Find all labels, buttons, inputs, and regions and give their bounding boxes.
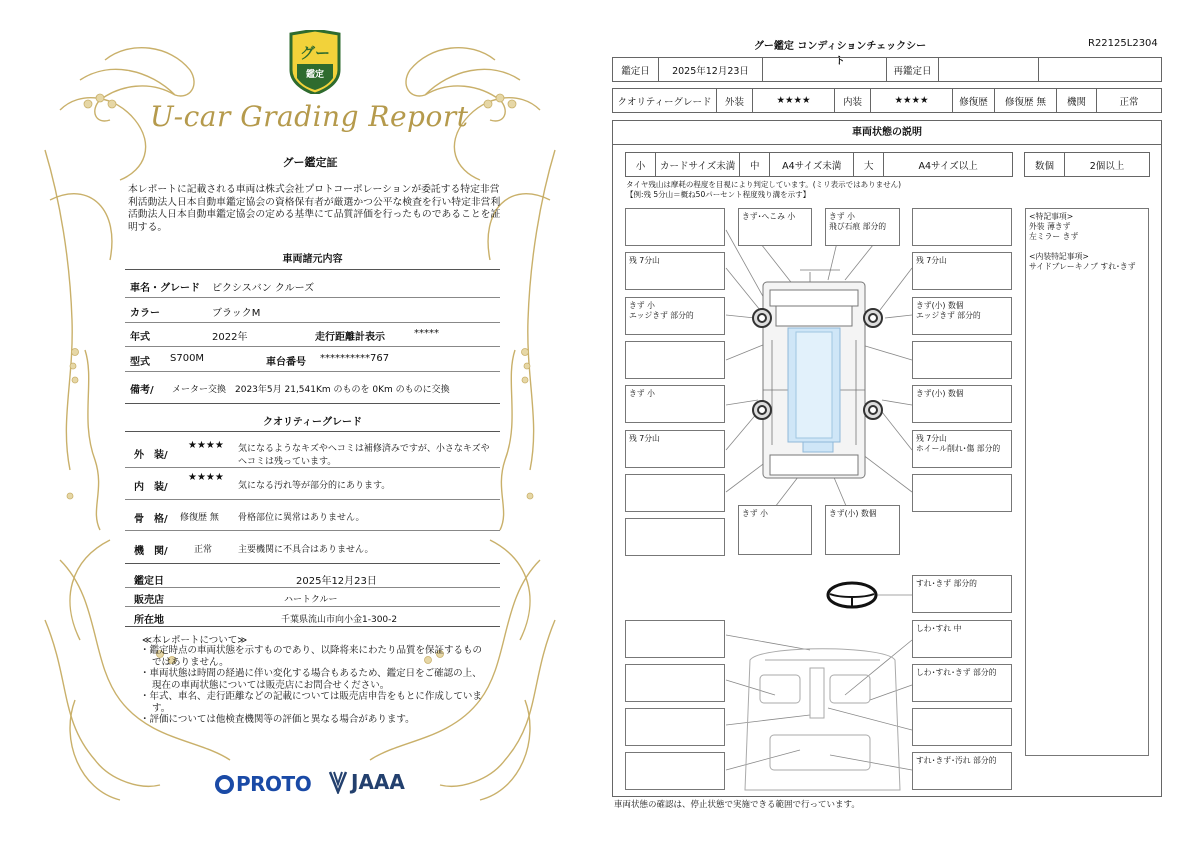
model-value: S700M bbox=[170, 353, 205, 364]
exterior-stars: ★★★★ bbox=[188, 440, 224, 451]
name-value: ピクシスバン クルーズ bbox=[212, 283, 315, 294]
size-mid: 中 bbox=[740, 153, 770, 177]
badge-sub: 鑑定 bbox=[305, 70, 325, 80]
bottom-note: 車両状態の確認は、停止状態で実施できる範囲で行っています。 bbox=[614, 800, 860, 810]
interior-label: 内 装/ bbox=[134, 482, 168, 493]
divider bbox=[125, 606, 500, 607]
redate-label: 再鑑定日 bbox=[887, 58, 939, 82]
name-label: 車名・グレード bbox=[130, 283, 200, 294]
date-value: 2025年12月23日 bbox=[659, 58, 763, 82]
steering-wheel-icon bbox=[828, 583, 876, 607]
certificate-description: 本レポートに記載される車両は株式会社プロトコーポレーションが委託する特定非営利活動法人日本自動車鑑定協会の資格保有者が厳選かつ公平な検査を行い特定非営利活動法人日本自動車鑑定協会の定める基準にて品質評価を行ったものであることを証明する。 bbox=[128, 184, 501, 233]
comment-box-seat-3 bbox=[912, 752, 1012, 790]
divider bbox=[125, 371, 500, 372]
condition-check-sheet bbox=[600, 0, 1200, 848]
comment-text: すれ･きず･汚れ 部分的 bbox=[916, 756, 997, 765]
comment-box-interior-empty bbox=[912, 708, 1012, 746]
list-item: ・ 車両状態は時間の経過に伴い変化する場合もあるため、鑑定日をご確認の上、現在の車両状態については販売店にお問合せください。 bbox=[140, 668, 488, 691]
chassis-label: 車台番号 bbox=[266, 357, 306, 368]
engine-comment: 主要機関に不具合はありません。 bbox=[238, 545, 374, 555]
engine-value: 正常 bbox=[194, 545, 213, 555]
remarks-label: 備考/ bbox=[130, 385, 154, 396]
proto-q-icon bbox=[215, 775, 234, 794]
color-value: ブラックM bbox=[212, 308, 261, 319]
sheet-code: R22125L2304 bbox=[1088, 38, 1158, 49]
comment-box-top-center-right bbox=[825, 208, 900, 246]
comment-box-left-tire-rear bbox=[625, 430, 725, 468]
comment-text: 残 7分山 bbox=[629, 256, 660, 265]
mileage-label: 走行距離計表示 bbox=[315, 332, 385, 343]
comment-box-right-rear bbox=[912, 385, 1012, 423]
comment-text: きず(小) 数個 bbox=[916, 389, 964, 398]
comment-box-right-mid bbox=[912, 341, 1012, 379]
comment-text: きず 小 bbox=[742, 509, 768, 518]
year-value: 2022年 bbox=[212, 332, 248, 343]
shop-value: ハートクルー bbox=[284, 595, 338, 605]
comment-box-left-bottom-2 bbox=[625, 518, 725, 556]
comment-text: きず 小 bbox=[629, 389, 655, 398]
comment-text: すれ･きず 部分的 bbox=[916, 579, 977, 588]
comment-text: エッジきず 部分的 bbox=[916, 311, 981, 320]
frame-value: 修復歴 無 bbox=[180, 513, 219, 523]
tire-note-2: 【例:残 5分山＝概ね50パーセント程度残り溝を示す】 bbox=[626, 190, 811, 199]
repair-value: 修復歴 無 bbox=[995, 89, 1057, 113]
roof-panel bbox=[796, 332, 832, 438]
mileage-value: ***** bbox=[414, 328, 439, 339]
address-value: 千葉県流山市向小金1-300-2 bbox=[281, 615, 398, 625]
interior-view bbox=[745, 649, 900, 790]
notes-list bbox=[140, 645, 488, 726]
list-item: ・ 評価については他検査機関等の評価と異なる場合があります。 bbox=[140, 714, 488, 726]
exterior-label: 外 装/ bbox=[134, 450, 168, 461]
size-small: 小 bbox=[626, 153, 656, 177]
rear-glass bbox=[803, 442, 833, 452]
special-note: 左ミラー きず bbox=[1029, 232, 1079, 241]
count-label: 数個 bbox=[1025, 153, 1065, 177]
comment-text: きず 小 bbox=[829, 212, 855, 221]
comment-box-right-bottom bbox=[912, 474, 1012, 512]
repair-label: 修復歴 bbox=[953, 89, 995, 113]
frame-comment: 骨格部位に異常はありません。 bbox=[238, 513, 365, 523]
comment-box-interior-left-1 bbox=[625, 620, 725, 658]
size-mid-desc: A4サイズ未満 bbox=[770, 153, 854, 177]
interior-comment: 気になる汚れ等が部分的にあります。 bbox=[238, 481, 391, 491]
divider bbox=[125, 346, 500, 347]
engine-label: 機関 bbox=[1057, 89, 1097, 113]
divider bbox=[125, 626, 500, 627]
engine-value: 正常 bbox=[1097, 89, 1162, 113]
comment-box-right-tire-front bbox=[912, 252, 1012, 290]
comment-text: きず(小) 数個 bbox=[829, 509, 877, 518]
notes-heading: ≪本レポートについて≫ bbox=[142, 635, 248, 646]
count-value: 2個以上 bbox=[1065, 153, 1150, 177]
divider bbox=[125, 322, 500, 323]
address-label: 所在地 bbox=[134, 615, 164, 626]
proto-logo bbox=[215, 772, 311, 796]
comment-box-right-front bbox=[912, 297, 1012, 335]
comment-box-bottom-left bbox=[738, 505, 812, 555]
comment-box-interior-left-4 bbox=[625, 752, 725, 790]
interior-stars: ★★★★ bbox=[188, 472, 224, 483]
proto-logo-text: PROTO bbox=[236, 772, 312, 796]
comment-box-seat-2 bbox=[912, 664, 1012, 702]
divider bbox=[125, 431, 500, 432]
comment-box-left-front bbox=[625, 297, 725, 335]
comment-text: ホイール削れ･傷 部分的 bbox=[916, 444, 1001, 453]
interior-special-note: サイドブレーキノブ すれ･きず bbox=[1029, 262, 1136, 271]
color-label: カラー bbox=[130, 308, 160, 319]
comment-text: しわ･すれ 中 bbox=[916, 624, 962, 633]
comment-text: 残 7分山 bbox=[916, 256, 947, 265]
badge-text: グー bbox=[299, 44, 331, 62]
remarks-value: メーター交換 2023年5月 21,541Km のものを 0Km のものに交換 bbox=[172, 385, 450, 395]
divider bbox=[125, 587, 500, 588]
divider bbox=[125, 297, 500, 298]
divider bbox=[125, 499, 500, 500]
comment-box-left-tire-front bbox=[625, 252, 725, 290]
comment-text: きず 小 bbox=[629, 301, 655, 310]
tire-note-1: タイヤ残山は摩耗の程度を目視により判定しています。(ミリ表示ではありません) bbox=[626, 180, 902, 189]
chassis-value: **********767 bbox=[320, 353, 390, 364]
comment-box-top-center-left bbox=[738, 208, 812, 246]
special-heading: <特記事項> bbox=[1029, 212, 1074, 221]
date-label: 鑑定日 bbox=[134, 576, 164, 587]
date-value: 2025年12月23日 bbox=[296, 576, 377, 587]
exterior-comment-2: ヘコミは残っています。 bbox=[238, 457, 337, 467]
size-small-desc: カードサイズ未満 bbox=[656, 153, 740, 177]
report-title: U-car Grading Report bbox=[150, 100, 469, 133]
comment-box-left-bottom bbox=[625, 474, 725, 512]
comment-box-seat-1 bbox=[912, 620, 1012, 658]
model-label: 型式 bbox=[130, 357, 150, 368]
year-label: 年式 bbox=[130, 332, 150, 343]
engine-label: 機 関/ bbox=[134, 546, 168, 557]
jaaa-logo bbox=[328, 770, 405, 794]
sheet-title: グー鑑定 コンディションチェックシート bbox=[753, 41, 927, 67]
state-heading: 車両状態の説明 bbox=[613, 121, 1161, 145]
int-stars: ★★★★ bbox=[871, 89, 953, 113]
goo-kantei-badge-icon bbox=[287, 30, 343, 94]
comment-text: 残 7分山 bbox=[916, 434, 947, 443]
comment-text: きず･へこみ 小 bbox=[742, 212, 796, 221]
frame-label: 骨 格/ bbox=[134, 514, 168, 525]
comment-box-left-mid bbox=[625, 341, 725, 379]
comment-text: エッジきず 部分的 bbox=[629, 311, 694, 320]
divider bbox=[125, 403, 500, 404]
comment-box-right-tire-rear bbox=[912, 430, 1012, 468]
comment-box-left-rear bbox=[625, 385, 725, 423]
divider bbox=[125, 563, 500, 564]
size-large: 大 bbox=[854, 153, 884, 177]
special-note: 外装 薄きず bbox=[1029, 222, 1071, 231]
jaaa-emblem-icon bbox=[328, 770, 348, 794]
comment-box-steering bbox=[912, 575, 1012, 613]
exterior-comment-1: 気になるようなキズやヘコミは補修済みですが、小さなキズや bbox=[238, 444, 490, 454]
int-label: 内装 bbox=[835, 89, 871, 113]
list-item: ・ 年式、車名、走行距離などの記載については販売店申告をもとに作成しています。 bbox=[140, 691, 488, 714]
date-label: 鑑定日 bbox=[613, 58, 659, 82]
specs-heading: 車両諸元内容 bbox=[282, 254, 343, 265]
ext-stars: ★★★★ bbox=[753, 89, 835, 113]
shop-label: 販売店 bbox=[134, 595, 164, 606]
certificate-title: グー鑑定証 bbox=[282, 156, 338, 169]
comment-box-interior-left-2 bbox=[625, 664, 725, 702]
interior-special-heading: <内装特記事項> bbox=[1029, 252, 1089, 261]
comment-text: 飛び石痕 部分的 bbox=[829, 222, 887, 231]
comment-box-bottom-right bbox=[825, 505, 900, 555]
divider bbox=[125, 467, 500, 468]
list-item: ・ 鑑定時点の車両状態を示すものであり、以降将来にわたり品質を保証するものではありません。 bbox=[140, 645, 488, 668]
comment-box-top-left bbox=[625, 208, 725, 246]
comment-box-interior-left-3 bbox=[625, 708, 725, 746]
qg-label: クオリティーグレード bbox=[613, 89, 717, 113]
comment-text: 残 7分山 bbox=[629, 434, 660, 443]
ext-label: 外装 bbox=[717, 89, 753, 113]
comment-text: しわ･すれ･きず 部分的 bbox=[916, 668, 997, 677]
comment-text: きず(小) 数個 bbox=[916, 301, 964, 310]
divider bbox=[125, 530, 500, 531]
divider bbox=[125, 269, 500, 270]
jaaa-logo-text: JAAA bbox=[351, 770, 405, 794]
special-notes-box bbox=[1025, 208, 1149, 756]
quality-heading: クオリティーグレード bbox=[263, 417, 362, 428]
size-large-desc: A4サイズ以上 bbox=[884, 153, 1013, 177]
comment-box-top-right bbox=[912, 208, 1012, 246]
